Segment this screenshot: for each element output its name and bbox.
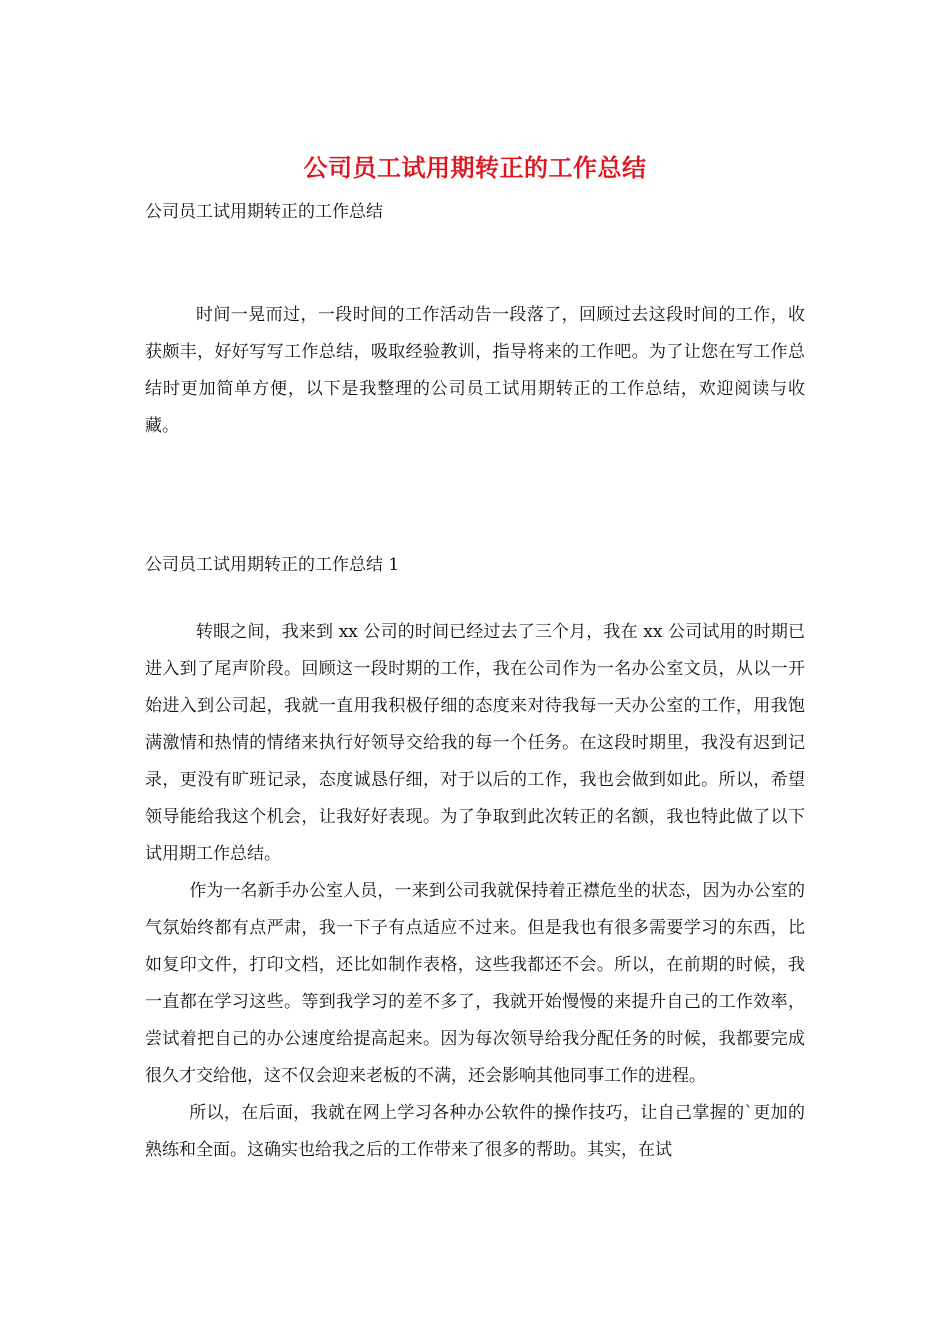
section-heading: 公司员工试用期转正的工作总结 1 bbox=[145, 555, 400, 575]
intro-paragraph: 时间一晃而过，一段时间的工作活动告一段落了，回顾过去这段时间的工作，收获颇丰，好好写写工作总结，吸取经验教训，指导将来的工作吧。为了让您在写工作总结时更加简单方便，以下是我整理的公司员工试用期转正的工作总结，欢迎阅读与收藏。 bbox=[145, 305, 805, 436]
body-paragraph-1: 转眼之间，我来到 xx 公司的时间已经过去了三个月，我在 xx 公司试用的时期已进入到了尾声阶段。回顾这一段时期的工作，我在公司作为一名办公室文员，从以一开始进入到公司起，我就一直用我积极仔细的态度来对待我每一天办公室的工作，用我饱满激情和热情的情绪来执行好领导交给我的每一个任务。在这段时期里，我没有迟到记录，更没有旷班记录，态度诚恳仔细，对于以后的工作，我也会做到如此。所以，希望领导能给我这个机会，让我好好表现。为了争取到此次转正的名额，我也特此做了以下试用期工作总结。 bbox=[145, 622, 805, 864]
body-paragraph-3: 所以，在后面，我就在网上学习各种办公软件的操作技巧，让自己掌握的`更加的熟练和全面。这确实也给我之后的工作带来了很多的帮助。其实，在试 bbox=[145, 1103, 805, 1160]
intro-block bbox=[145, 297, 805, 445]
document-subtitle: 公司员工试用期转正的工作总结 bbox=[145, 202, 383, 222]
body-paragraph-2: 作为一名新手办公室人员，一来到公司我就保持着正襟危坐的状态，因为办公室的气氛始终都有点严肃，我一下子有点适应不过来。但是我也有很多需要学习的东西，比如复印文件，打印文档，还比如制作表格，这些我都还不会。所以，在前期的时候，我一直都在学习这些。等到我学习的差不多了，我就开始慢慢的来提升自己的工作效率，尝试着把自己的办公速度给提高起来。因为每次领导给我分配任务的时候，我都要完成很久才交给他，这不仅会迎来老板的不满，还会影响其他同事工作的进程。 bbox=[145, 881, 805, 1086]
document-title: 公司员工试用期转正的工作总结 bbox=[303, 153, 647, 182]
body-text-block bbox=[145, 614, 805, 1169]
